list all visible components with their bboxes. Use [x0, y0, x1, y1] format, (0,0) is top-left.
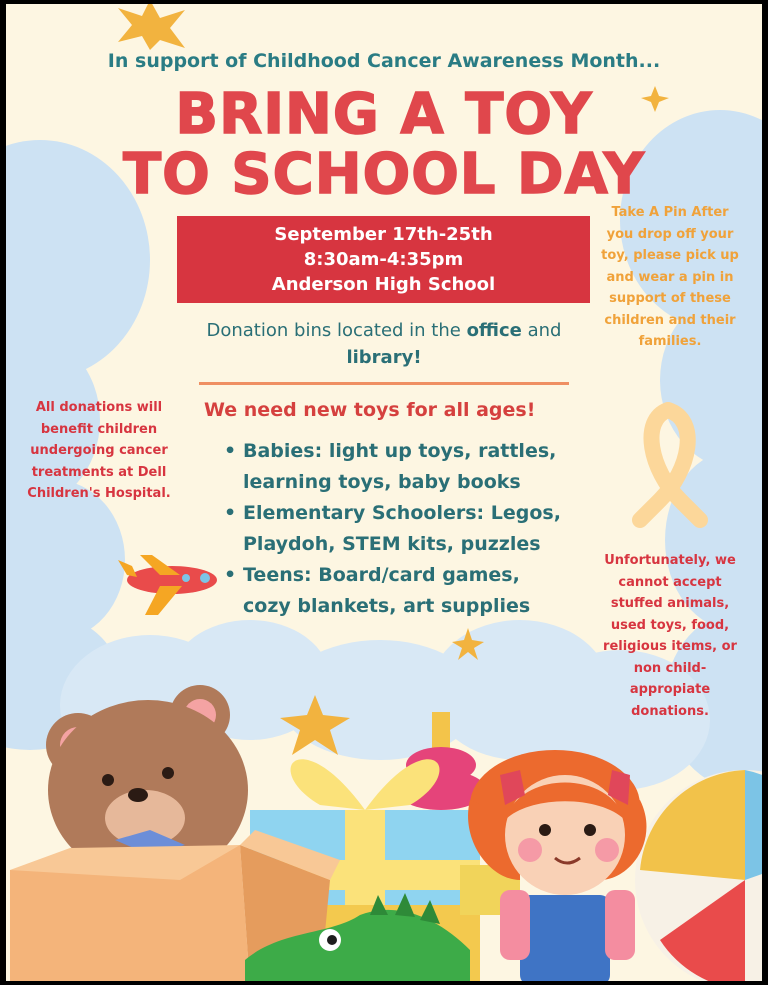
needs-heading: We need new toys for all ages! [204, 399, 536, 421]
list-item: • Babies: light up toys, rattles, learning toys, baby books [224, 436, 564, 498]
take-a-pin-note: Take A Pin After you drop off your toy, please pick up and wear a pin in support of these children and their families. [601, 205, 739, 349]
toy-list [224, 436, 564, 622]
donation-suffix: ! [413, 347, 422, 368]
event-dates: September 17th-25th [274, 224, 493, 245]
event-time: 8:30am-4:35pm [303, 249, 464, 270]
doll-icon [468, 750, 646, 981]
donation-prefix: Donation bins located in the [206, 320, 467, 341]
page-title-line-1: BRING A TOY [175, 82, 593, 147]
donation-and: and [521, 320, 562, 341]
donation-bins-note [174, 317, 594, 371]
divider [199, 382, 569, 385]
page-title-line-2: TO SCHOOL DAY [122, 142, 645, 207]
donation-benefit-note: All donations will benefit children undergoing cancer treatments at Dell Children's Hospital. [27, 400, 171, 501]
star-icon [118, 4, 185, 50]
donation-office: office [466, 320, 522, 341]
event-details-banner [177, 216, 590, 303]
gold-ribbon-icon [640, 410, 700, 520]
event-location: Anderson High School [271, 274, 496, 295]
not-accepted-note: Unfortunately, we cannot accept stuffed animals, used toys, food, religious items, or non child-appropiate donations. [603, 553, 737, 719]
campaign-subtitle: In support of Childhood Cancer Awareness Month... [107, 50, 661, 72]
donation-library: library [346, 347, 414, 368]
list-item: • Elementary Schoolers: Legos, Playdoh, STEM kits, puzzles [224, 498, 564, 560]
flyer-poster [6, 4, 762, 981]
beach-ball-icon [635, 770, 762, 981]
airplane-icon [118, 555, 217, 615]
list-item: • Teens: Board/card games, cozy blankets, art supplies [224, 560, 564, 622]
